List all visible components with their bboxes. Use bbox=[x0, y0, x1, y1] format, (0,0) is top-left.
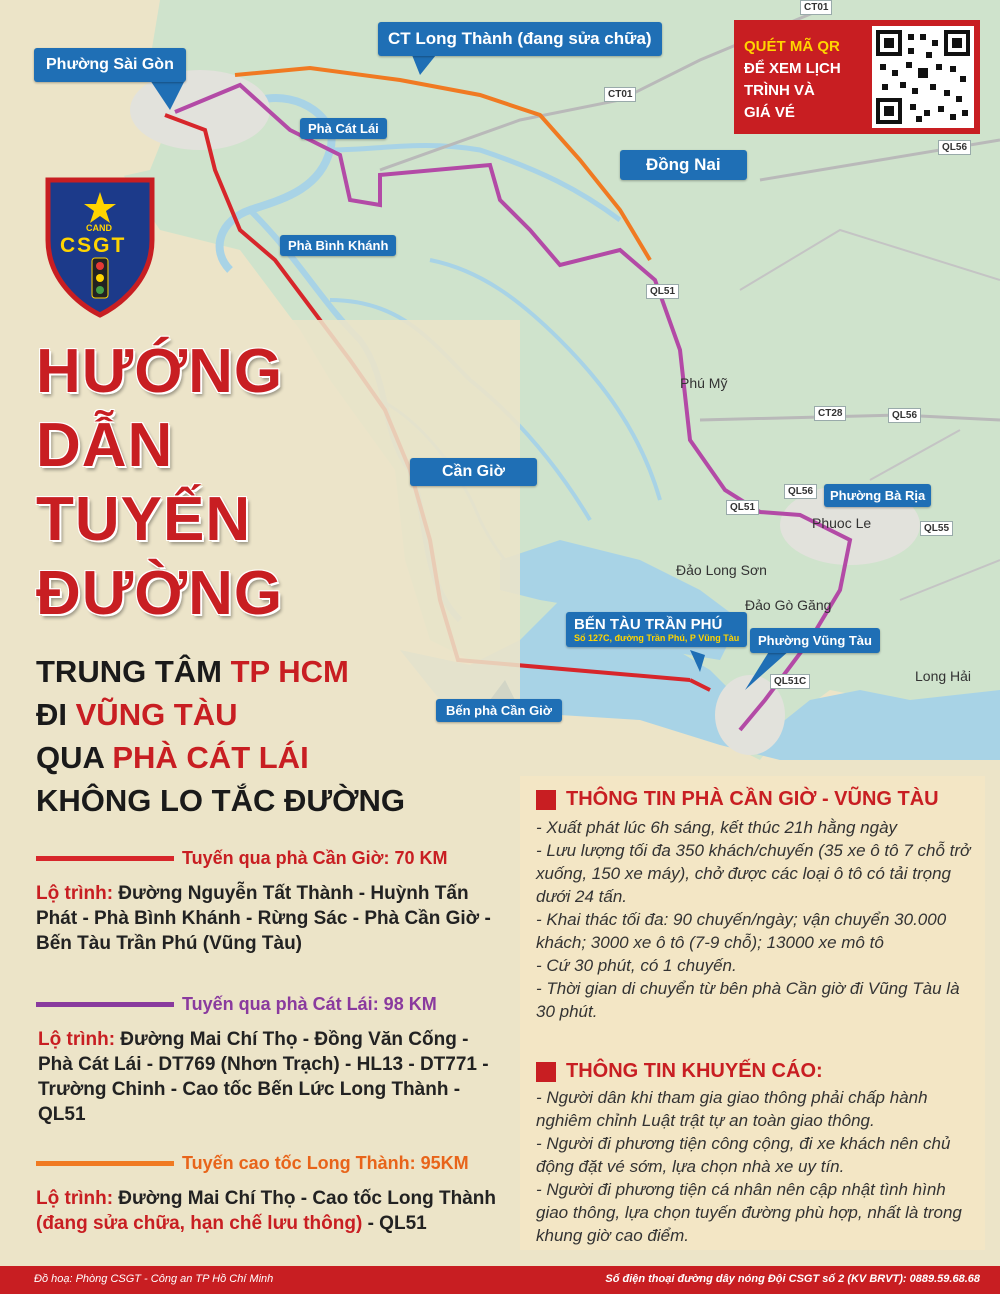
footer bbox=[0, 1266, 1000, 1294]
label-ben-tau-tran-phu bbox=[566, 612, 747, 647]
place-long-hai: Long Hải bbox=[915, 668, 972, 684]
label-can-gio: Cần Giờ bbox=[410, 458, 537, 486]
road-tag-ql51-a: QL51 bbox=[646, 284, 679, 299]
label-phuong-sai-gon: Phường Sài Gòn bbox=[34, 48, 186, 82]
route-color-bar bbox=[36, 856, 174, 861]
label-dong-nai: Đồng Nai bbox=[620, 150, 747, 180]
list-item: - Xuất phát lúc 6h sáng, kết thúc 21h hằng ngày bbox=[536, 818, 898, 837]
route-description: Lộ trình: Đường Mai Chí Thọ - Cao tốc Long Thành (đang sửa chữa, hạn chế lưu thông) - QL51 bbox=[36, 1188, 496, 1234]
label-pha-cat-lai: Phà Cát Lái bbox=[300, 118, 387, 139]
route-description: Lộ trình: Đường Nguyễn Tất Thành - Huỳnh Tấn Phát - Phà Bình Khánh - Rừng Sác - Phà Cần Giờ - Bến Tàu Trần Phú (Vũng Tàu) bbox=[36, 883, 491, 954]
list-item: - Cứ 30 phút, có 1 chuyến. bbox=[536, 956, 737, 975]
list-item: - Người đi phương tiện cá nhân nên cập nhật tình hình giao thông, lựa chọn tuyến đường phù hợp, nhất là trong khung giờ cao điểm. bbox=[536, 1180, 962, 1245]
road-tag-ql56-c: QL56 bbox=[784, 484, 817, 499]
label-ben-pha-can-gio: Bến phà Cần Giờ bbox=[436, 699, 562, 722]
route-color-bar bbox=[36, 1002, 174, 1007]
route-long-thanh bbox=[36, 1153, 506, 1236]
advice-list bbox=[536, 1086, 976, 1247]
title-line: HƯỚNG bbox=[36, 337, 284, 406]
list-item: - Thời gian di chuyển từ bên phà Cần giờ đi Vũng Tàu là 30 phút. bbox=[536, 979, 960, 1021]
route-heading bbox=[36, 1153, 506, 1174]
ferry-info-heading: THÔNG TIN PHÀ CẦN GIỜ - VŨNG TÀU bbox=[536, 788, 939, 811]
road-tag-ql56-b: QL56 bbox=[888, 408, 921, 423]
label-ct-long-thanh: CT Long Thành (đang sửa chữa) bbox=[378, 22, 662, 56]
advice-heading: THÔNG TIN KHUYẾN CÁO: bbox=[536, 1060, 823, 1083]
route-heading bbox=[36, 994, 506, 1015]
route-description: Lộ trình: Đường Mai Chí Thọ - Đồng Văn Cống - Phà Cát Lái - DT769 (Nhơn Trạch) - HL13 - DT771 - Trường Chinh - Cao tốc Bến Lức Long Thành - QL51 bbox=[38, 1029, 489, 1125]
road-tag-ql55: QL55 bbox=[920, 521, 953, 536]
subtitle-line: TRUNG TÂM TP HCM bbox=[36, 654, 349, 689]
heading-square-icon bbox=[536, 790, 556, 810]
label-phuong-ba-ria: Phường Bà Rịa bbox=[824, 484, 931, 507]
title-line: ĐƯỜNG bbox=[36, 559, 284, 628]
subtitle-line: ĐI VŨNG TÀU bbox=[36, 697, 238, 732]
qr-box bbox=[734, 20, 980, 134]
footer-credit: Đồ hoạ: Phòng CSGT - Công an TP Hồ Chí Minh bbox=[34, 1273, 274, 1285]
place-dao-go-gang: Đảo Gò Găng bbox=[745, 597, 832, 613]
qr-line: ĐỂ XEM LỊCH bbox=[744, 60, 841, 77]
logo-main-text: CSGT bbox=[60, 234, 127, 257]
qr-line: GIÁ VÉ bbox=[744, 104, 795, 121]
road-tag-ql51c: QL51C bbox=[770, 674, 810, 689]
label-pha-binh-khanh: Phà Bình Khánh bbox=[280, 235, 396, 256]
place-dao-long-son: Đảo Long Sơn bbox=[676, 562, 767, 578]
subtitle-line: KHÔNG LO TẮC ĐƯỜNG bbox=[36, 783, 406, 818]
qr-line: TRÌNH VÀ bbox=[744, 82, 815, 99]
heading-square-icon bbox=[536, 1062, 556, 1082]
ben-tau-address: Số 127C, đường Trần Phú, P Vũng Tàu bbox=[574, 633, 740, 643]
footer-hotline: Số điện thoại đường dây nóng Đội CSGT số 2 (KV BRVT): 0889.59.68.68 bbox=[605, 1273, 980, 1285]
qr-code[interactable] bbox=[872, 26, 974, 128]
subtitle bbox=[36, 650, 405, 822]
road-tag-ql51-b: QL51 bbox=[726, 500, 759, 515]
road-tag-ql56-top: QL56 bbox=[938, 140, 971, 155]
route-title: Tuyến qua phà Cần Giờ: 70 KM bbox=[182, 848, 448, 868]
list-item: - Người đi phương tiện công cộng, đi xe khách nên chủ động đặt vé sớm, lựa chọn nhà xe uy tín. bbox=[536, 1134, 951, 1176]
subtitle-line: QUA PHÀ CÁT LÁI bbox=[36, 740, 309, 775]
route-heading bbox=[36, 848, 506, 869]
place-phuoc-le: Phuoc Le bbox=[812, 515, 872, 531]
route-can-gio bbox=[36, 848, 506, 956]
urban-hcm bbox=[130, 70, 270, 150]
ferry-info-list bbox=[536, 816, 976, 1023]
title-line: DẪN bbox=[36, 411, 174, 480]
route-color-bar bbox=[36, 1161, 174, 1166]
list-item: - Lưu lượng tối đa 350 khách/chuyến (35 xe ô tô 7 chỗ trở xuống, 150 xe máy), chở được các loại ô tô có tải trọng dưới 24 tấn. bbox=[536, 841, 971, 906]
title-line: TUYẾN bbox=[36, 485, 252, 554]
route-title: Tuyến cao tốc Long Thành: 95KM bbox=[182, 1153, 469, 1173]
qr-text bbox=[744, 36, 841, 124]
list-item: - Khai thác tối đa: 90 chuyến/ngày; vận chuyển 30.000 khách; 3000 xe ô tô (7-9 chỗ); 13000 xe mô tô bbox=[536, 910, 947, 952]
road-tag-ct01: CT01 bbox=[604, 87, 636, 102]
road-tag-ct28: CT28 bbox=[814, 406, 846, 421]
label-phuong-vung-tau: Phường Vũng Tàu bbox=[750, 628, 880, 653]
qr-line: QUÉT MÃ QR bbox=[744, 38, 840, 55]
list-item: - Người dân khi tham gia giao thông phải chấp hành nghiêm chỉnh Luật trật tự an toàn giao thông. bbox=[536, 1088, 928, 1130]
route-cat-lai bbox=[36, 994, 506, 1127]
ben-tau-title: BẾN TÀU TRẦN PHÚ bbox=[574, 616, 723, 633]
route-title: Tuyến qua phà Cát Lái: 98 KM bbox=[182, 994, 437, 1014]
csgt-logo bbox=[40, 170, 160, 320]
place-phu-my: Phú Mỹ bbox=[680, 375, 728, 391]
page-title bbox=[36, 335, 283, 631]
logo-top-text: CAND bbox=[86, 223, 112, 233]
road-tag-ct01-top: CT01 bbox=[800, 0, 832, 15]
info-box bbox=[520, 776, 985, 1250]
